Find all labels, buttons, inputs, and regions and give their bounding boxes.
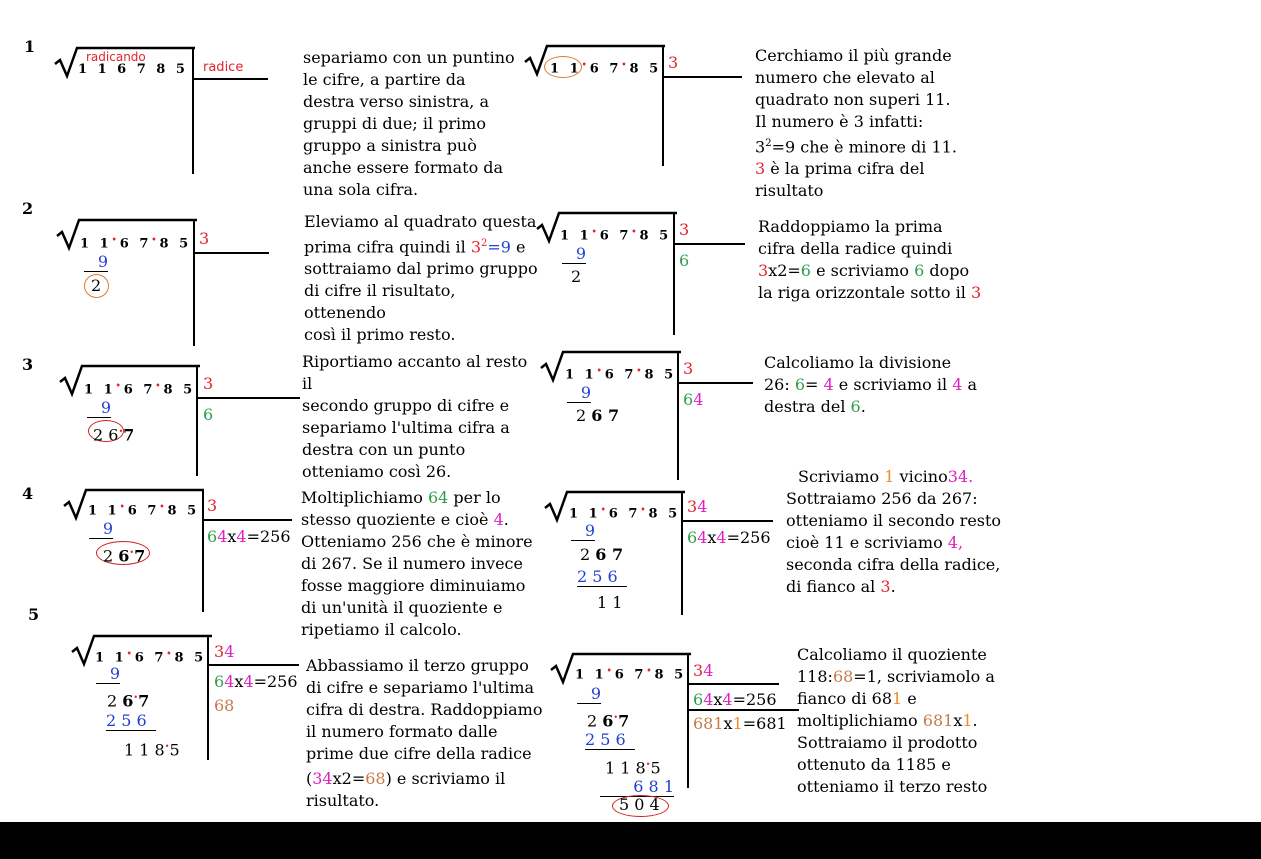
remainder: 2 6 7 <box>580 545 624 564</box>
subtracted-value: 2 5 6 <box>106 712 156 731</box>
root-digit: 3 <box>679 220 690 239</box>
radicand: 1 1•6 7•8 5 <box>575 665 687 683</box>
subtracted-value: 9 <box>96 665 120 684</box>
vertical-line <box>681 491 683 615</box>
double-root-digit: 6 <box>203 405 214 424</box>
step-number: 3 <box>22 355 34 374</box>
horizontal-line <box>687 709 799 711</box>
explanation-text: Eleviamo al quadrato questa prima cifra quindi il $3^2=9$ e sottraiamo dal primo gruppo di cifre il risultato, ottenendo così il primo resto. <box>304 212 538 345</box>
radicand: 1 1•6 7•8 5 <box>569 504 681 522</box>
remainder: 2 6•7 <box>107 691 150 711</box>
root-digit: 3 <box>199 229 210 248</box>
remainder: 5 0 4 <box>619 795 660 814</box>
double-root-digit: 6 <box>679 251 690 270</box>
remainder: 2 6•7 <box>93 425 135 445</box>
radicand: 1 1•6 7•8 5 <box>550 59 662 77</box>
subtracted-value: 6 8 1 <box>600 778 674 797</box>
trial-product: 64x4=256 <box>214 672 298 691</box>
horizontal-line <box>207 664 299 666</box>
root-label: radice <box>203 60 244 75</box>
explanation-text: Calcoliamo la divisione 26: 6= 4 e scriviamo il 4 a destra del 6. <box>764 353 978 416</box>
horizontal-line <box>673 243 745 245</box>
vertical-line <box>687 654 689 788</box>
subtracted-value: 9 <box>577 685 601 704</box>
double-root: 68 <box>214 696 235 715</box>
step-number: 2 <box>22 199 34 218</box>
vertical-line <box>202 490 204 612</box>
vertical-line <box>196 366 198 476</box>
subtracted-value: 2 5 6 <box>577 568 627 587</box>
vertical-line <box>192 48 194 174</box>
remainder: 2 <box>571 267 582 286</box>
radicand: 1 1•6 7•8 5 <box>84 380 196 398</box>
root-digit: 3 <box>207 496 218 515</box>
vertical-line <box>677 352 679 480</box>
trial-product: 681x1=681 <box>693 714 787 733</box>
explanation-text: Riportiamo accanto al resto il secondo gruppo di cifre e separiamo l'ultima cifra a destra con un punto otteniamo così 26. <box>302 352 528 481</box>
step-number: 4 <box>22 484 34 503</box>
trial-divisor: 64 <box>683 390 704 409</box>
remainder: 1 1 8•5 <box>605 758 661 778</box>
step-number: 5 <box>28 605 40 624</box>
subtracted-value: 9 <box>87 399 111 418</box>
subtracted-value: 2 5 6 <box>585 731 635 750</box>
horizontal-line <box>196 397 300 399</box>
horizontal-line <box>662 76 742 78</box>
radicand: 1 1•6 7•8 5 <box>565 365 677 383</box>
radicand: 1 1•6 7•8 5 <box>88 501 200 519</box>
remainder: 1 1 8•5 <box>124 740 180 760</box>
root-digit: 3 <box>668 53 679 72</box>
subtracted-value: 9 <box>89 520 113 539</box>
vertical-line <box>193 220 195 346</box>
radicand-label: radicando <box>86 50 146 64</box>
horizontal-line <box>677 382 753 384</box>
remainder: 2 <box>91 276 102 295</box>
subtracted-value: 9 <box>567 384 591 403</box>
trial-product: 64x4=256 <box>207 527 291 546</box>
explanation-text: Abbassiamo il terzo gruppo di cifre e separiamo l'ultima cifra di destra. Raddoppiamo il numero formato dalle prime due cifre della radice (34x2=68) e scriviamo il risultato. <box>306 656 543 810</box>
radicand: 1 1•6 7•8 5 <box>560 226 672 244</box>
remainder: 2 6•7 <box>587 711 630 731</box>
remainder: 2 6•7 <box>103 546 146 566</box>
subtracted-value: 9 <box>571 522 595 541</box>
trial-product: 64x4=256 <box>693 690 777 709</box>
root-digit: 3 <box>203 374 214 393</box>
root-digit: 3 <box>683 359 694 378</box>
horizontal-line <box>687 683 779 685</box>
explanation-text: Cerchiamo il più grande numero che elevato al quadrato non superi 11. Il numero è 3 infatti: $3^2=9$ che è minore di 11. 3 è la prima cifra del risultato <box>755 46 957 201</box>
subtracted-value: 9 <box>84 253 108 272</box>
explanation-text: separiamo con un puntino le cifre, a partire da destra verso sinistra, a gruppi di due; il primo gruppo a sinistra può anche essere formato da una sola cifra. <box>303 48 515 199</box>
root-digits: 34 <box>214 642 235 661</box>
horizontal-line <box>193 252 269 254</box>
horizontal-line <box>202 519 292 521</box>
step-number: 1 <box>24 37 36 56</box>
explanation-text: Calcoliamo il quoziente 118:68=1, scriviamolo a fianco di 681 e moltiplichiamo 681x1. Sottraiamo il prodotto ottenuto da 1185 e otteniamo il terzo resto <box>797 645 995 796</box>
horizontal-line <box>192 78 268 80</box>
radicand: 1 1•6 7•8 5 <box>95 648 207 666</box>
remainder: 1 1 <box>597 593 623 612</box>
vertical-line <box>207 636 209 760</box>
radicand: 1 1•6 7•8 5 <box>80 234 192 252</box>
root-digits: 34 <box>693 661 714 680</box>
explanation-text: Moltiplichiamo 64 per lo stesso quoziente e cioè 4. Otteniamo 256 che è minore di 267. Se il numero invece fosse maggiore diminuiamo di un'unità il quoziente e ripetiamo il calcolo. <box>301 488 533 639</box>
vertical-line <box>662 46 664 166</box>
trial-product: 64x4=256 <box>687 528 771 547</box>
subtracted-value: 9 <box>562 245 586 264</box>
explanation-text: Scriviamo 1 vicino34. Sottraiamo 256 da 267: otteniamo il secondo resto cioè 11 e scriviamo 4, seconda cifra della radice, di fianco al 3. <box>786 467 1002 596</box>
footer-bar <box>0 822 1261 859</box>
vertical-line <box>673 213 675 335</box>
explanation-text: Raddoppiamo la prima cifra della radice quindi 3x2=6 e scriviamo 6 dopo la riga orizzontale sotto il 3 <box>758 217 982 302</box>
remainder: 2 6 7 <box>576 406 620 425</box>
radicand: 1 1 6 7 8 5 <box>78 62 188 77</box>
root-digits: 34 <box>687 497 708 516</box>
horizontal-line <box>681 520 773 522</box>
